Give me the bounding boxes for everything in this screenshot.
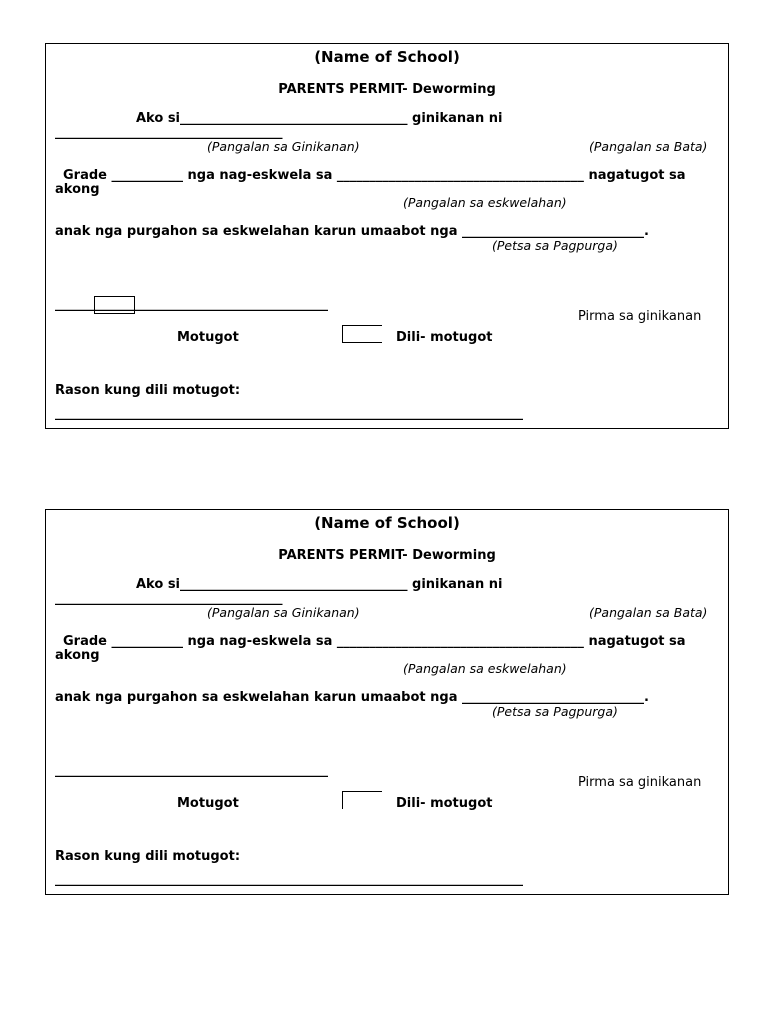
grade-school-line-cont: akong: [55, 648, 100, 663]
agree-checkbox[interactable]: [94, 296, 135, 314]
disagree-checkbox[interactable]: [342, 325, 382, 343]
agree-label: Motugot: [177, 796, 239, 811]
parent-name-line: Ako si___________________________________ ginikanan ni: [136, 111, 503, 126]
disagree-label: Dili- motugot: [396, 796, 493, 811]
reason-line: ________________________________________________________________________: [55, 406, 523, 421]
hint-school-name: (Pangalan sa eskwelahan): [403, 661, 567, 676]
hint-date: (Petsa sa Pagpurga): [492, 704, 618, 719]
signature-label: Pirma sa ginikanan: [578, 309, 702, 324]
permit-form-1: [45, 43, 729, 429]
form-title: PARENTS PERMIT- Deworming: [278, 82, 496, 97]
reason-line: ________________________________________________________________________: [55, 872, 523, 887]
permit-form-2: [45, 509, 729, 895]
school-name: (Name of School): [314, 514, 460, 532]
disagree-label: Dili- motugot: [396, 330, 493, 345]
hint-parent-name: (Pangalan sa Ginikanan): [207, 605, 360, 620]
school-name: (Name of School): [314, 48, 460, 66]
hint-child-name: (Pangalan sa Bata): [589, 605, 708, 620]
grade-school-line: Grade ___________ nga nag-eskwela sa ______________________________________ nagatugot sa: [63, 168, 686, 183]
child-name-line: ___________________________________: [55, 125, 283, 140]
reason-label: Rason kung dili motugot:: [55, 849, 241, 864]
disagree-checkbox[interactable]: [342, 791, 382, 809]
signature-line: __________________________________________: [55, 297, 328, 312]
hint-child-name: (Pangalan sa Bata): [589, 139, 708, 154]
signature-line: __________________________________________: [55, 763, 328, 778]
deworm-date-line: anak nga purgahon sa eskwelahan karun umaabot nga ____________________________.: [55, 224, 649, 239]
agree-label: Motugot: [177, 330, 239, 345]
parent-name-line: Ako si___________________________________ ginikanan ni: [136, 577, 503, 592]
grade-school-line: Grade ___________ nga nag-eskwela sa ______________________________________ nagatugot sa: [63, 634, 686, 649]
deworm-date-line: anak nga purgahon sa eskwelahan karun umaabot nga ____________________________.: [55, 690, 649, 705]
hint-parent-name: (Pangalan sa Ginikanan): [207, 139, 360, 154]
grade-school-line-cont: akong: [55, 182, 100, 197]
hint-date: (Petsa sa Pagpurga): [492, 238, 618, 253]
reason-label: Rason kung dili motugot:: [55, 383, 241, 398]
signature-label: Pirma sa ginikanan: [578, 775, 702, 790]
hint-school-name: (Pangalan sa eskwelahan): [403, 195, 567, 210]
child-name-line: ___________________________________: [55, 591, 283, 606]
form-title: PARENTS PERMIT- Deworming: [278, 548, 496, 563]
